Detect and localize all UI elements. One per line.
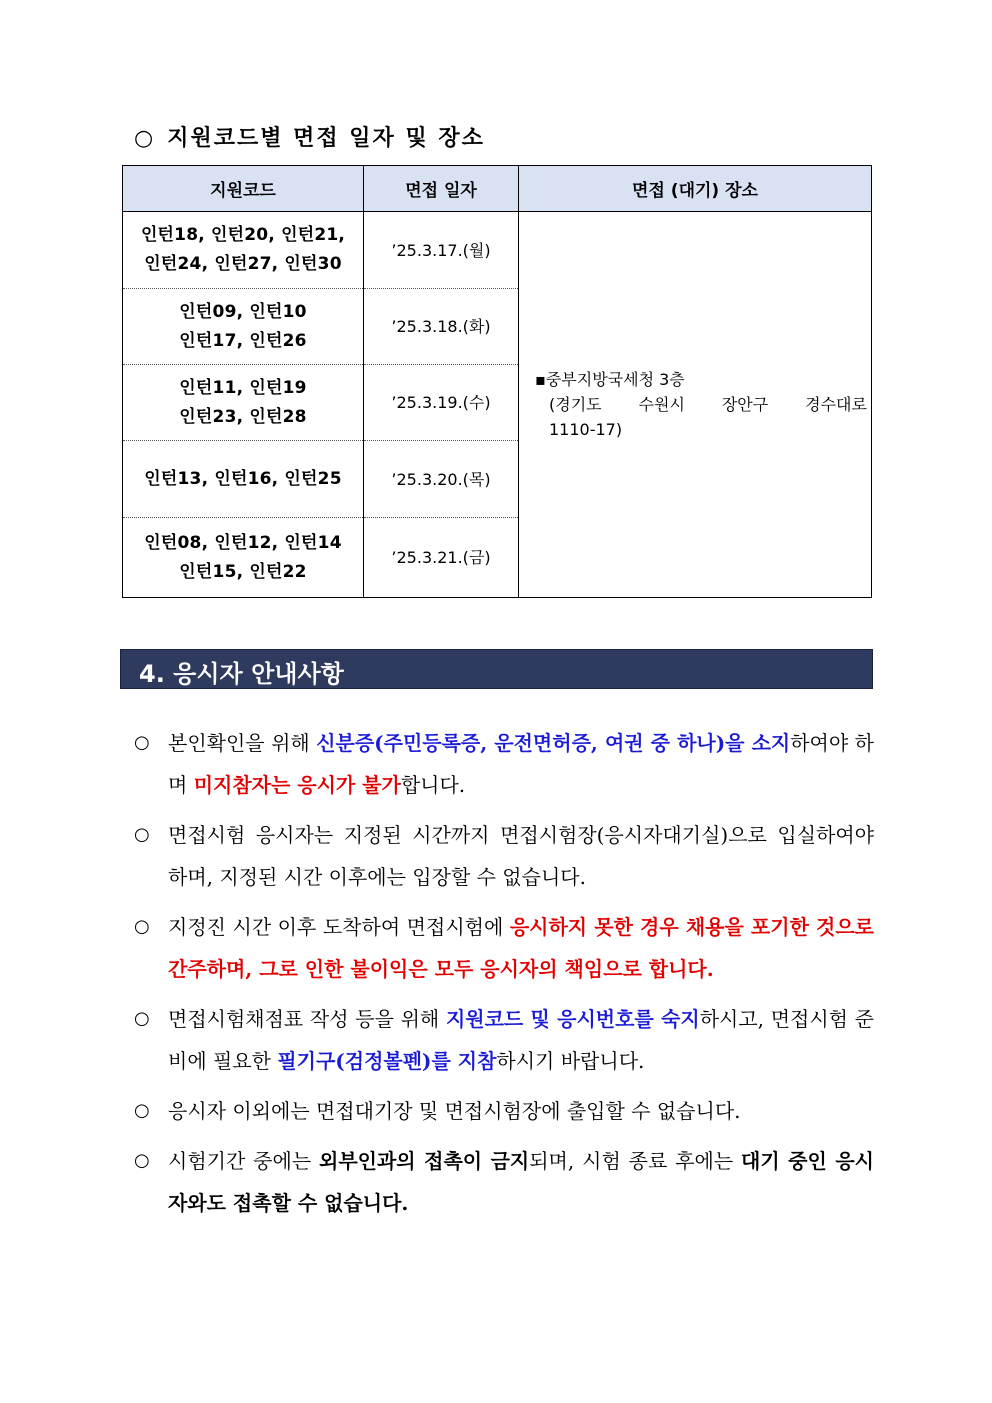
circle-bullet-icon: ○ bbox=[134, 916, 150, 937]
code-line: 인턴15, 인턴22 bbox=[179, 561, 307, 582]
code-cell bbox=[123, 212, 364, 289]
code-line: 인턴11, 인턴19 bbox=[179, 377, 307, 398]
place-line: 1110-17) bbox=[549, 420, 623, 439]
notice-text: 면접시험채점표 작성 등을 위해 bbox=[168, 1007, 446, 1031]
notice-list bbox=[134, 722, 874, 1232]
notice-highlight-blue: 필기구(검정볼펜)를 지참 bbox=[277, 1049, 497, 1073]
column-header-code: 지원코드 bbox=[123, 166, 364, 212]
code-cell bbox=[123, 441, 364, 518]
place-word: 장안구 bbox=[721, 395, 769, 414]
date-cell: ’25.3.20.(목) bbox=[364, 441, 519, 518]
notice-item bbox=[134, 1090, 874, 1132]
code-line: 인턴09, 인턴10 bbox=[179, 301, 307, 322]
date-cell: ’25.3.21.(금) bbox=[364, 518, 519, 598]
circle-bullet-icon: ○ bbox=[134, 126, 156, 151]
place-cell bbox=[519, 212, 872, 598]
code-cell bbox=[123, 365, 364, 441]
notice-highlight-red: 응시하지 못한 경우 채용을 포기한 것으로 간주하며, 그로 인한 불이익은 모두 응시자의 책임으로 합니다. bbox=[168, 915, 874, 981]
place-line bbox=[535, 392, 867, 417]
notice-highlight-blue: 지원코드 및 응시번호를 숙지 bbox=[445, 1007, 700, 1031]
notice-text: 되며, 시험 종료 후에는 bbox=[529, 1149, 742, 1173]
circle-bullet-icon: ○ bbox=[134, 1008, 150, 1029]
code-cell bbox=[123, 289, 364, 365]
notice-item bbox=[134, 998, 874, 1082]
notice-text: 하시기 바랍니다. bbox=[496, 1049, 645, 1073]
column-header-date: 면접 일자 bbox=[364, 166, 519, 212]
notice-text: 하시고, 면접시험 준비에 필요한 bbox=[168, 1007, 874, 1073]
notice-item bbox=[134, 1140, 874, 1224]
notice-item bbox=[134, 722, 874, 806]
circle-bullet-icon: ○ bbox=[134, 824, 150, 845]
code-line: 인턴24, 인턴27, 인턴30 bbox=[144, 254, 342, 274]
place-word: 경수대로 bbox=[805, 395, 867, 414]
circle-bullet-icon: ○ bbox=[134, 1100, 150, 1121]
date-cell: ’25.3.19.(수) bbox=[364, 365, 519, 441]
notice-text: 시험기간 중에는 bbox=[168, 1149, 320, 1173]
section-title: 4. 응시자 안내사항 bbox=[139, 660, 344, 688]
notice-text: 응시자 이외에는 면접대기장 및 면접시험장에 출입할 수 없습니다. bbox=[168, 1099, 741, 1123]
interview-schedule-table bbox=[122, 165, 872, 598]
notice-item bbox=[134, 814, 874, 898]
place-word: 수원시 bbox=[638, 395, 685, 414]
notice-text: 면접시험 응시자는 지정된 시간까지 면접시험장(응시자대기실)으로 입실하여야 하며, 지정된 시간 이후에는 입장할 수 없습니다. bbox=[168, 823, 874, 889]
notice-highlight-red: 미지참자는 응시가 불가 bbox=[193, 773, 401, 797]
notice-text: 합니다. bbox=[400, 773, 466, 797]
place-line: ▪중부지방국세청 3층 bbox=[535, 370, 685, 389]
circle-bullet-icon: ○ bbox=[134, 732, 150, 753]
notice-text: 본인확인을 위해 bbox=[168, 731, 317, 755]
section-header-bar bbox=[120, 649, 873, 689]
notice-text: 하여야 하며 bbox=[168, 731, 874, 797]
date-cell: ’25.3.17.(월) bbox=[364, 212, 519, 289]
code-line: 인턴23, 인턴28 bbox=[179, 406, 307, 427]
date-cell: ’25.3.18.(화) bbox=[364, 289, 519, 365]
sub-heading-text: 지원코드별 면접 일자 및 장소 bbox=[167, 125, 485, 151]
place-word: (경기도 bbox=[549, 395, 602, 414]
circle-bullet-icon: ○ bbox=[134, 1150, 150, 1171]
code-line: 인턴17, 인턴26 bbox=[179, 330, 307, 351]
notice-text: 지정진 시간 이후 도착하여 면접시험에 bbox=[168, 915, 510, 939]
table-row bbox=[123, 212, 872, 289]
notice-highlight-blue: 신분증(주민등록증, 운전면허증, 여권 중 하나)을 소지 bbox=[316, 731, 791, 755]
column-header-place: 면접 (대기) 장소 bbox=[519, 166, 872, 212]
notice-item bbox=[134, 906, 874, 990]
notice-highlight-bold: 대기 중인 응시자와도 접촉할 수 없습니다. bbox=[168, 1149, 874, 1215]
code-line: 인턴08, 인턴12, 인턴14 bbox=[144, 532, 342, 553]
table-header-row bbox=[123, 166, 872, 212]
notice-highlight-bold: 외부인과의 접촉이 금지 bbox=[319, 1149, 530, 1173]
code-line: 인턴13, 인턴16, 인턴25 bbox=[144, 468, 342, 489]
sub-heading bbox=[134, 121, 485, 152]
code-cell bbox=[123, 518, 364, 598]
code-line: 인턴18, 인턴20, 인턴21, bbox=[140, 225, 346, 245]
